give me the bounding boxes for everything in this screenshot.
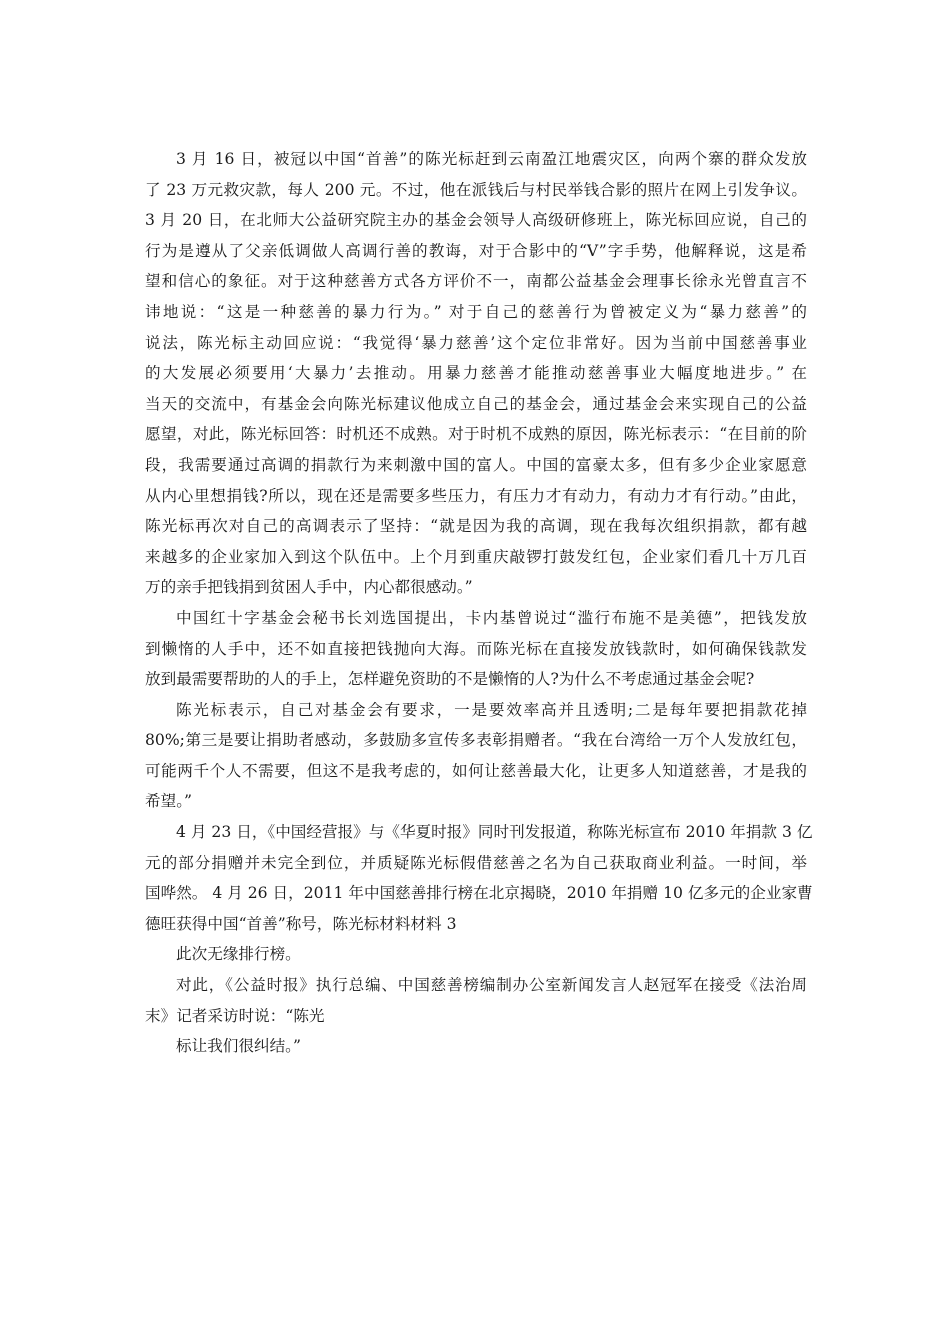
text-line: 陈光标再次对自己的高调表示了坚持：“就是因为我的高调，现在我每次组织捐款，都有越: [145, 517, 807, 536]
text-line: 中国红十字基金会秘书长刘选国提出，卡内基曾说过“滥行布施不是美德”，把钱发放: [176, 608, 807, 627]
text-line: 可能两千个人不需要，但这不是我考虑的，如何让慈善最大化，让更多人知道慈善，才是我的: [145, 761, 807, 780]
text-line: 说法，陈光标主动回应说：“我觉得‘暴力慈善’这个定位非常好。因为当前中国慈善事业: [145, 333, 807, 352]
paragraph: [145, 144, 807, 603]
text-line: 此次无缘排行榜。: [176, 945, 301, 964]
paragraph: [145, 817, 813, 939]
text-line: 行为是遵从了父亲低调做人高调行善的教诲，对于合影中的“V”字手势，他解释说，这是希: [145, 241, 807, 260]
text-line: 到懒惰的人手中，还不如直接把钱抛向大海。而陈光标在直接发放钱款时，如何确保钱款发: [145, 639, 807, 658]
paragraph: [145, 939, 807, 970]
paragraph: [145, 695, 807, 817]
text-line: 希望。”: [145, 792, 192, 811]
paragraph: [145, 1031, 807, 1062]
text-line: 3 月 20 日，在北师大公益研究院主办的基金会领导人高级研修班上，陈光标回应说，自己的: [145, 211, 807, 230]
text-line: 段，我需要通过高调的捐款行为来刺激中国的富人。中国的富豪太多，但有多少企业家愿意: [145, 455, 807, 474]
text-line: 当天的交流中，有基金会向陈光标建议他成立自己的基金会，通过基金会来实现自己的公益: [145, 394, 807, 413]
text-line: 望和信心的象征。对于这种慈善方式各方评价不一，南都公益基金会理事长徐永光曾直言不: [145, 272, 807, 291]
text-line: 标让我们很纠结。”: [176, 1037, 301, 1056]
text-line: 万的亲手把钱捐到贫困人手中，内心都很感动。”: [145, 578, 473, 597]
text-line: 放到最需要帮助的人的手上，怎样避免资助的不是懒惰的人?为什么不考虑通过基金会呢?: [145, 670, 755, 689]
text-line: 末》记者采访时说：“陈光: [145, 1006, 325, 1025]
text-line: 来越多的企业家加入到这个队伍中。上个月到重庆敲锣打鼓发红包，企业家们看几十万几百: [145, 547, 807, 566]
paragraph: [145, 970, 807, 1031]
text-line: 80%;第三是要让捐助者感动，多鼓励多宣传多表彰捐赠者。“我在台湾给一万个人发放红包，: [145, 731, 807, 750]
text-line: 陈光标表示，自己对基金会有要求，一是要效率高并且透明;二是每年要把捐款花掉: [176, 700, 807, 719]
text-line: 3 月 16 日，被冠以中国“首善”的陈光标赶到云南盈江地震灾区，向两个寨的群众发放: [176, 150, 807, 168]
document-body: [145, 144, 813, 1062]
text-line: 国哗然。 4 月 26 日，2011 年中国慈善排行榜在北京揭晓，2010 年捐赠 10 亿多元的企业家曹: [145, 884, 813, 903]
text-line: 元的部分捐赠并未完全到位，并质疑陈光标假借慈善之名为自己获取商业利益。一时间，举: [145, 853, 807, 872]
text-line: 对此，《公益时报》执行总编、中国慈善榜编制办公室新闻发言人赵冠军在接受《法治周: [176, 976, 807, 995]
text-line: 的大发展必须要用‘大暴力’去推动。用暴力慈善才能推动慈善事业大幅度地进步。” 在: [145, 364, 807, 383]
paragraph: [145, 603, 807, 695]
text-line: 从内心里想捐钱?所以，现在还是需要多些压力，有压力才有动力，有动力才有行动。”由此，: [145, 486, 807, 505]
text-line: 了 23 万元救灾款，每人 200 元。不过，他在派钱后与村民举钱合影的照片在网上引发争议。: [145, 180, 807, 199]
text-line: 愿望，对此，陈光标回答：时机还不成熟。对于时机不成熟的原因，陈光标表示：“在目前的阶: [145, 425, 807, 444]
text-line: 德旺获得中国“首善”称号，陈光标材料材料 3: [145, 914, 457, 933]
text-line: 4 月 23 日，《中国经营报》与《华夏时报》同时刊发报道，称陈光标宣布 2010 年捐款 3 亿: [176, 823, 813, 842]
text-line: 讳地说：“这是一种慈善的暴力行为。” 对于自己的慈善行为曾被定义为“暴力慈善”的: [145, 302, 807, 321]
